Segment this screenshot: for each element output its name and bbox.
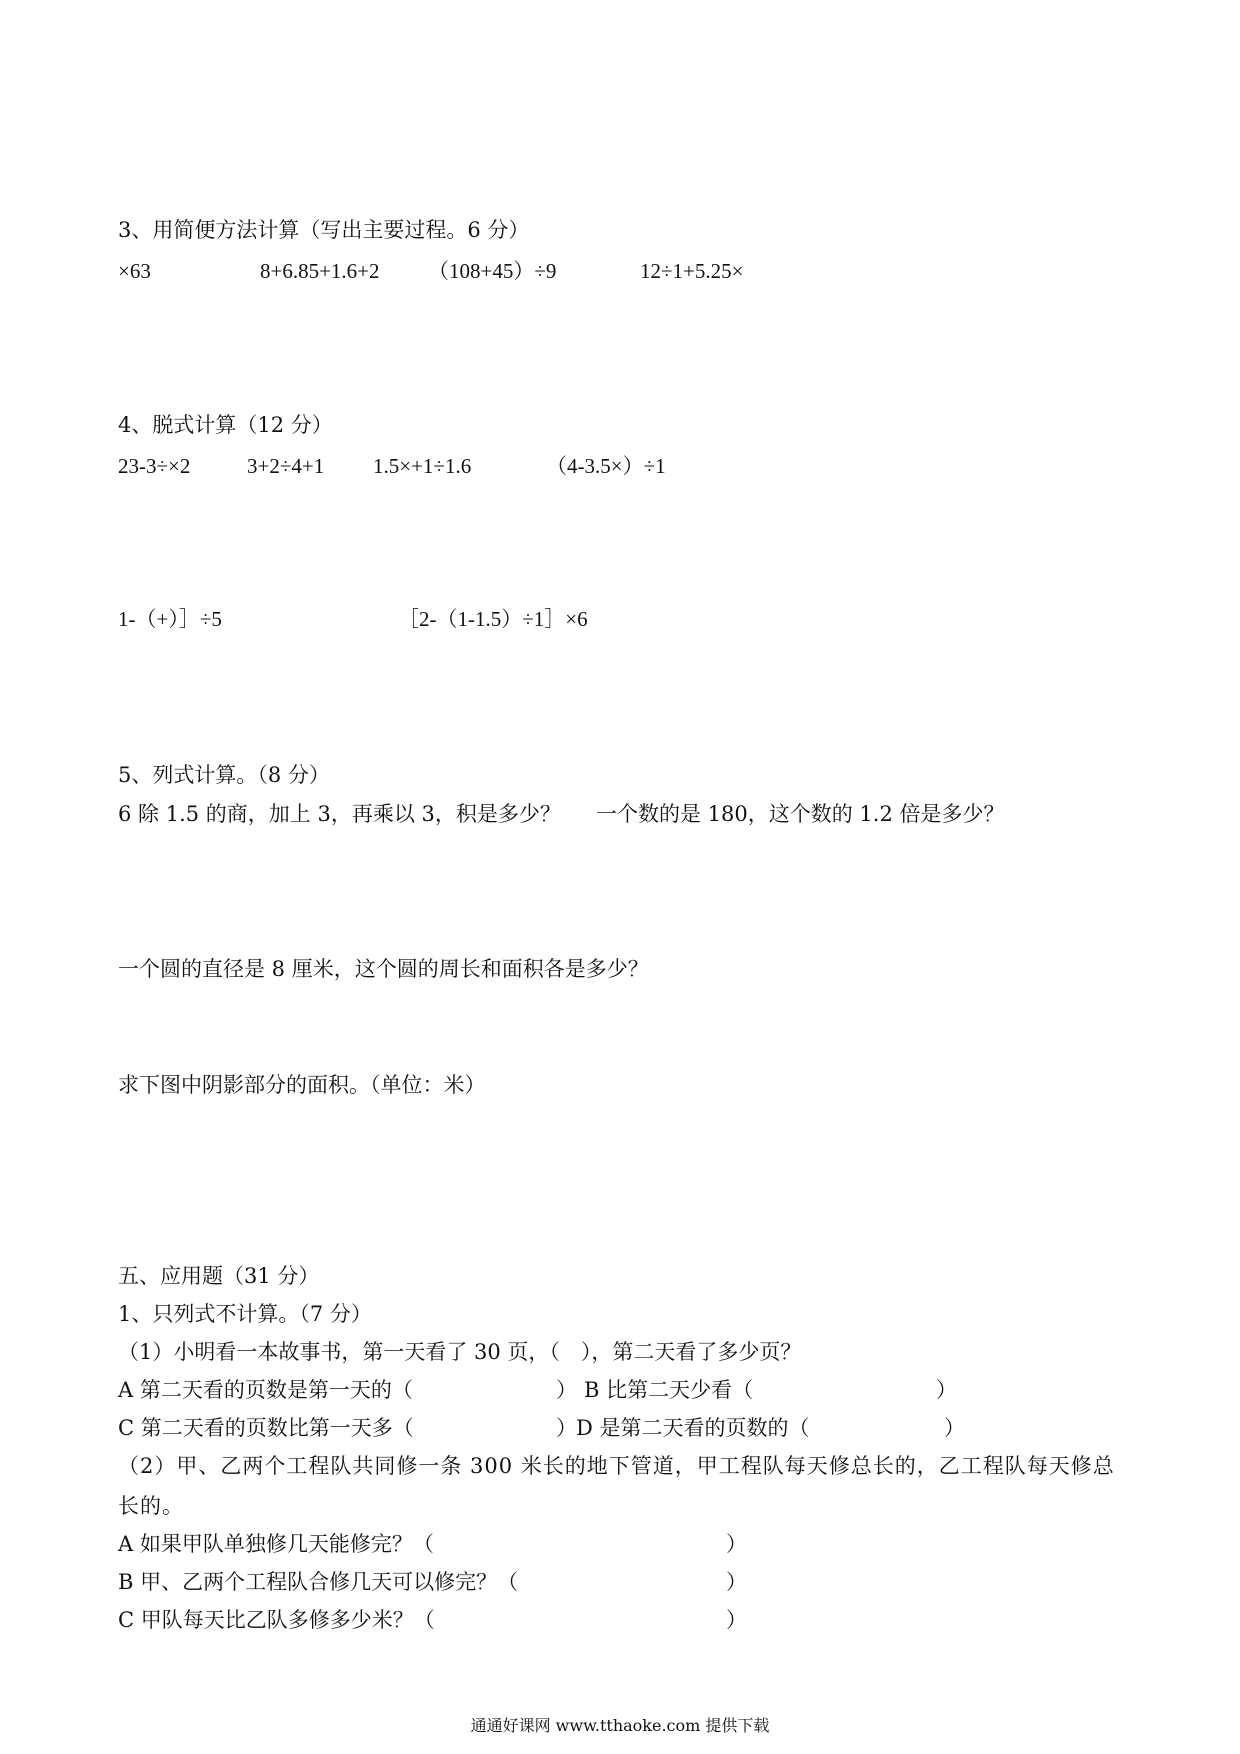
option-c-close: ） [726, 1608, 747, 1632]
part-5-title: 五、应用题（31 分） [118, 1264, 320, 1288]
question-text: 求下图中阴影部分的面积。（单位：米） [118, 1073, 486, 1097]
expression: 8+6.85+1.6+2 [260, 259, 380, 283]
option-a-close: ） [726, 1532, 747, 1556]
expression: ［2-（1-1.5）÷1］×6 [398, 607, 588, 631]
option-a: A 如果甲队单独修几天能修完？（ [118, 1532, 434, 1556]
option-a-close: ） [556, 1378, 577, 1402]
option-d: D 是第二天看的页数的（ [576, 1416, 810, 1440]
expression: （108+45）÷9 [428, 259, 557, 283]
option-c: C 甲队每天比乙队多修多少米？（ [118, 1608, 435, 1632]
expression: 1.5×+1÷1.6 [373, 454, 472, 478]
section-4-title: 4、脱式计算（12 分） [118, 413, 333, 437]
problem-stem: （2）甲、乙两个工程队共同修一条 300 米长的地下管道，甲工程队每天修总长的，乙工程队每天修总长的。 [118, 1454, 1115, 1518]
question-text: 6 除 1.5 的商，加上 3，再乘以 3，积是多少？ [118, 802, 561, 826]
section-5-title: 5、列式计算。（8 分） [118, 763, 330, 787]
section-3-title: 3、用简便方法计算（写出主要过程。6 分） [118, 218, 530, 242]
option-b-close: ） [936, 1378, 957, 1402]
expression: ×63 [118, 259, 151, 283]
expression: 12÷1+5.25× [640, 259, 744, 283]
question-text: 一个圆的直径是 8 厘米，这个圆的周长和面积各是多少？ [118, 957, 649, 981]
page-footer: 通通好课网 www.tthaoke.com 提供下载 [470, 1716, 770, 1735]
problem-stem: （1）小明看一本故事书，第一天看了 30 页，（ ），第二天看了多少页？ [118, 1340, 802, 1364]
option-d-close: ） [944, 1416, 965, 1440]
expression: （4-3.5×）÷1 [546, 454, 666, 478]
option-b-close: ） [726, 1570, 747, 1594]
expression: 3+2÷4+1 [247, 454, 325, 478]
subsection-title: 1、只列式不计算。（7 分） [118, 1302, 372, 1326]
option-c: C 第二天看的页数比第一天多（ [118, 1416, 414, 1440]
option-a: A 第二天看的页数是第一天的（ [118, 1378, 413, 1402]
expression: 23-3÷×2 [118, 454, 191, 478]
option-c-close: ） [556, 1416, 577, 1440]
expression: 1-（+）］÷5 [118, 607, 222, 631]
option-b: B 比第二天少看（ [584, 1378, 754, 1402]
option-b: B 甲、乙两个工程队合修几天可以修完？（ [118, 1570, 519, 1594]
question-text: 一个数的是 180，这个数的 1.2 倍是多少？ [596, 802, 1005, 826]
